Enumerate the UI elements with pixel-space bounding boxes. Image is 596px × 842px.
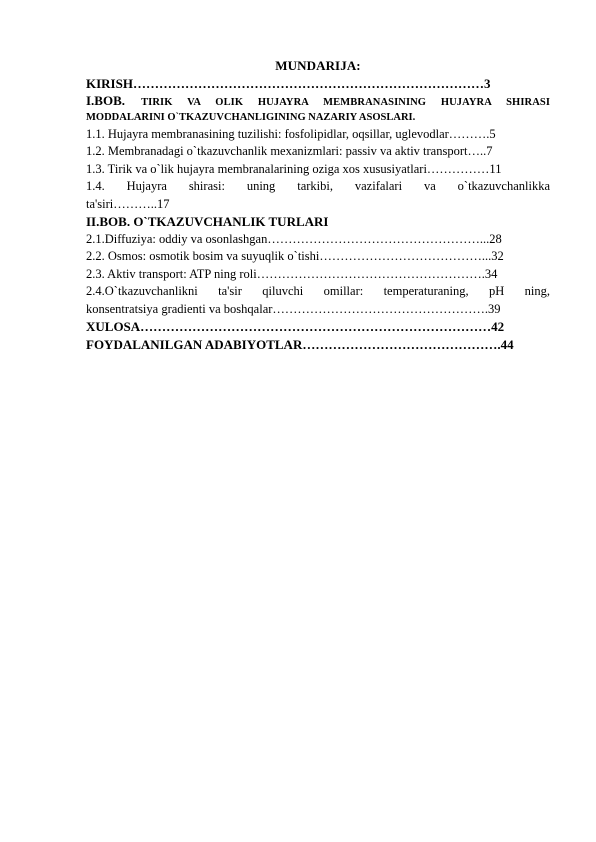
toc-entry-1-4-line-1: 1.4. Hujayra shirasi: uning tarkibi, vazifalari va o`tkazuvchanlikka: [86, 179, 550, 193]
chapter-1-label: I.BOB.: [86, 92, 126, 108]
toc-entry-2-4-line-2: konsentratsiya gradienti va boshqalar…………………………………………….39: [86, 301, 501, 316]
chapter-1-line-1: [86, 93, 550, 111]
toc-entry-chapter-2: II.BOB. O`TKAZUVCHANLIK TURLARI: [86, 214, 329, 229]
toc-entry-conclusion: XULOSA………………………………………………………………………42: [86, 319, 505, 334]
toc-entry-1-1: 1.1. Hujayra membranasining tuzilishi: fosfolipidlar, oqsillar, uglevodlar……….5: [86, 126, 496, 141]
table-of-contents: [86, 56, 550, 353]
chapter-1-title-line-2: MODDALARINI O`TKAZUVCHANLIGINING NAZARIY ASOSLARI.: [86, 112, 416, 123]
toc-entry-2-1: 2.1.Diffuziya: oddiy va osonlashgan……………………………………………...28: [86, 231, 502, 246]
toc-entry-2-2: 2.2. Osmos: osmotik bosim va suyuqlik o`tishi…………………………………...32: [86, 249, 504, 263]
toc-entry-1-2: 1.2. Membranadagi o`tkazuvchanlik mexanizmlari: passiv va aktiv transport…..7: [86, 144, 493, 158]
toc-entry-references: FOYDALANILGAN ADABIYOTLAR……………………………………….44: [86, 336, 514, 352]
toc-entry-1-3: 1.3. Tirik va o`lik hujayra membranalarining oziga xos xususiyatlari……………11: [86, 161, 502, 176]
toc-entry-chapter-1: [86, 93, 550, 126]
toc-entry-1-4-line-2: ta'siri………..17: [86, 196, 170, 211]
toc-entry-intro: KIRISH………………………………………………………………………3: [86, 76, 491, 91]
chapter-1-title-line-1: TIRIK VA OLIK HUJAYRA MEMBRANASINING HUJAYRA SHIRASI: [141, 96, 551, 108]
toc-title: MUNDARIJA:: [275, 58, 361, 73]
toc-entry-2-4-line-1: 2.4.O`tkazuvchanlikni ta'sir qiluvchi omillar: temperaturaning, pH ning,: [86, 284, 550, 298]
toc-entry-2-3: 2.3. Aktiv transport: ATP ning roli……………………………………………….34: [86, 266, 498, 281]
